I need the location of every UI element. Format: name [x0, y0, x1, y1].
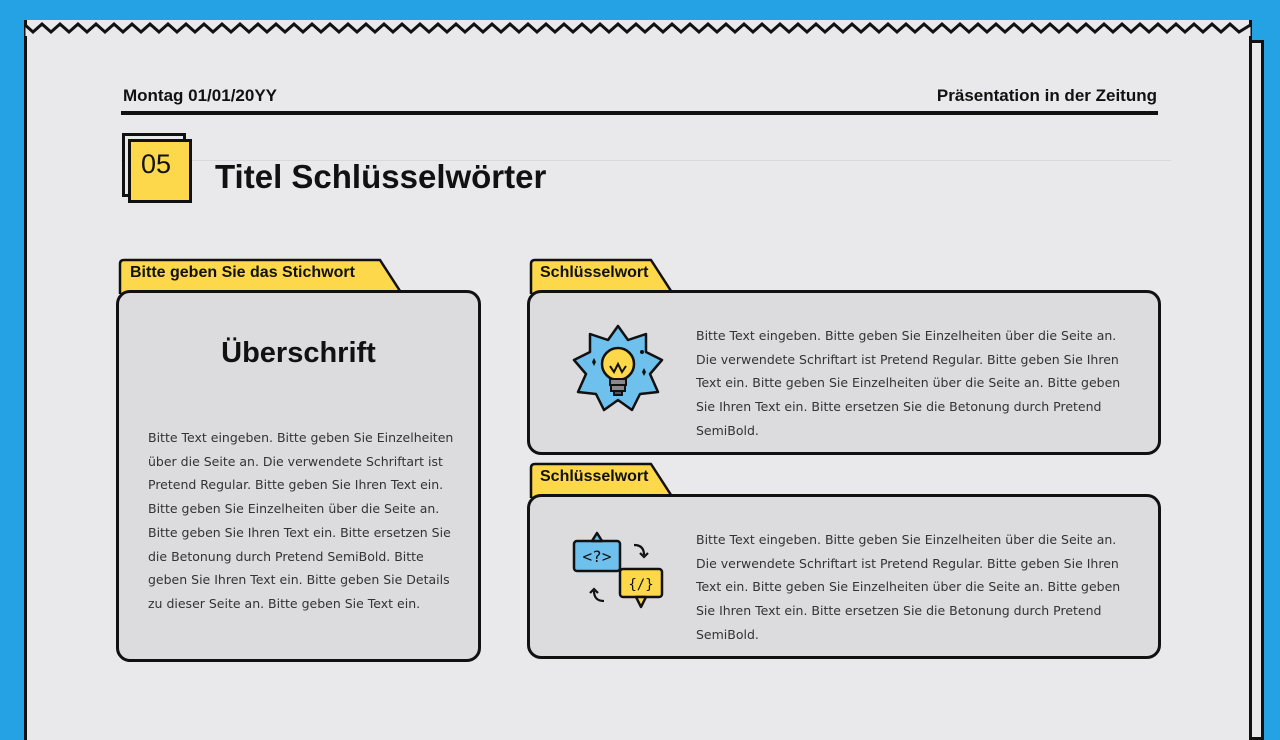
left-card-body: Bitte Text eingeben. Bitte geben Sie Einzelheiten über die Seite an. Die verwendete Schriftart ist Pretend Regular. Bitte geben Sie Ihren Text ein. Bitte geben Sie Einzelheiten über die Seite an. Bitte geben Sie Ihren Text ein. Bitte ersetzen Sie die Betonung durch Pretend SemiBold. Bitte geben Sie Ihren Text ein. Bitte geben Sie Details zu dieser Seite an. Bitte geben Sie Text ein. [148, 430, 454, 611]
keyword-card-1-body: Bitte Text eingeben. Bitte geben Sie Einzelheiten über die Seite an. Die verwendete Schriftart ist Pretend Regular. Bitte geben Sie Ihren Text ein. Bitte geben Sie Einzelheiten über die Seite an. Bitte geben Sie Ihren Text ein. Bitte ersetzen Sie die Betonung durch Pretend SemiBold. [696, 328, 1121, 438]
section-number: 05 [140, 148, 172, 179]
section-number-badge [128, 139, 192, 203]
keyword-card-2 [527, 494, 1161, 659]
header-divider [121, 111, 1158, 115]
code-exchange-icon [570, 531, 670, 615]
torn-edge-decoration [24, 12, 1252, 36]
lightbulb-icon [570, 322, 666, 414]
keyword-card-2-tab-label: Schlüsselwort [540, 468, 649, 485]
left-card-tab-label: Bitte geben Sie das Stichwort [130, 264, 355, 281]
svg-text:{/}: {/} [628, 577, 654, 593]
left-card-tab [118, 258, 404, 294]
keyword-card-1 [527, 290, 1161, 455]
header-date: Montag 01/01/20YY [123, 86, 278, 105]
svg-text:<?>: <?> [582, 547, 612, 566]
keyword-card-1-tab-label: Schlüsselwort [540, 264, 649, 281]
keyword-card-2-body: Bitte Text eingeben. Bitte geben Sie Einzelheiten über die Seite an. Die verwendete Schriftart ist Pretend Regular. Bitte geben Sie Ihren Text ein. Bitte geben Sie Einzelheiten über die Seite an. Bitte geben Sie Ihren Text ein. Bitte ersetzen Sie die Betonung durch Pretend SemiBold. [696, 532, 1121, 642]
page-title: Titel Schlüsselwörter [215, 158, 547, 195]
card-heading: Überschrift [221, 337, 376, 369]
left-card [116, 290, 481, 662]
keyword-card-2-tab [529, 462, 675, 498]
header-publication: Präsentation in der Zeitung [936, 86, 1157, 105]
keyword-card-1-tab [529, 258, 675, 294]
